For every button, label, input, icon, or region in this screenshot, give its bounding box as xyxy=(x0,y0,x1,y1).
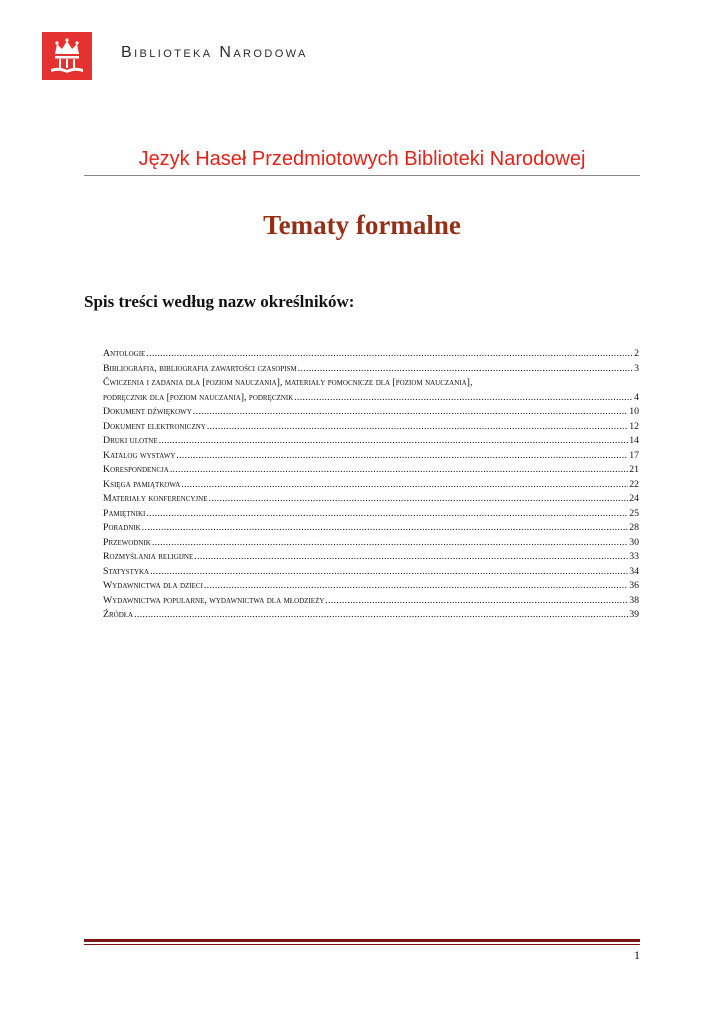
dot-leader xyxy=(181,478,628,493)
dot-leader xyxy=(298,362,633,377)
brand-name: Biblioteka Narodowa xyxy=(121,44,308,61)
toc-entry-label: Antologie xyxy=(103,348,146,359)
dot-leader xyxy=(146,507,628,522)
toc-entry[interactable] xyxy=(103,391,639,406)
toc-entry-page: 24 xyxy=(629,493,639,504)
toc-entry-page: 14 xyxy=(629,435,639,446)
toc-entry-page: 34 xyxy=(629,565,639,577)
toc-entry-label: Wydawnictwa dla dzieci xyxy=(103,580,203,591)
page-title: Tematy formalne xyxy=(263,210,461,240)
toc-entry[interactable] xyxy=(103,594,639,609)
toc-entry[interactable] xyxy=(103,434,639,449)
toc-entry-label: Dokument dźwiękowy xyxy=(103,406,192,417)
dot-leader xyxy=(209,492,629,507)
toc-entry-label: Pamiętniki xyxy=(103,507,146,519)
toc-entry-page: 12 xyxy=(629,420,639,432)
toc-entry-page: 21 xyxy=(629,464,639,475)
footer-divider xyxy=(84,944,640,945)
table-of-contents xyxy=(103,347,639,623)
dot-leader xyxy=(142,521,628,536)
toc-entry-page: 38 xyxy=(629,594,639,606)
toc-entry-page: 30 xyxy=(629,536,639,548)
dot-leader xyxy=(146,347,633,362)
toc-entry-page: 3 xyxy=(634,362,639,374)
toc-entry-page: 17 xyxy=(629,449,639,461)
toc-entry[interactable] xyxy=(103,565,639,580)
toc-entry[interactable] xyxy=(103,463,639,478)
toc-entry-label: Materiały konferencyjne xyxy=(103,493,208,504)
toc-entry-label: Rozmyślania religijne xyxy=(103,551,194,562)
toc-entry-page: 28 xyxy=(629,522,639,533)
dot-leader xyxy=(152,536,628,551)
page-number: 1 xyxy=(634,948,640,962)
toc-entry-label: Źródła xyxy=(103,609,134,620)
toc-entry-label: Dokument elektroniczny xyxy=(103,420,206,432)
toc-entry[interactable] xyxy=(103,420,639,435)
dot-leader xyxy=(325,594,628,609)
toc-entry-label: Księga pamiątkowa xyxy=(103,478,181,490)
divider xyxy=(84,175,640,176)
dot-leader xyxy=(150,565,628,580)
toc-entry-label[interactable]: Ćwiczenia i zadania dla [poziom nauczania], materiały pomocnicze dla [poziom nauczania], xyxy=(103,377,473,388)
dot-leader xyxy=(170,463,628,478)
toc-entry-page: 25 xyxy=(629,507,639,519)
toc-entry-continuation: podręcznik dla [poziom nauczania], podręcznik xyxy=(103,391,294,403)
toc-entry-label: Poradnik xyxy=(103,522,141,533)
toc-entry[interactable] xyxy=(103,536,639,551)
toc-entry-label: Statystyka xyxy=(103,565,150,577)
toc-entry[interactable] xyxy=(103,347,639,362)
toc-entry-label: Wydawnictwa popularne, wydawnictwa dla młodzieży xyxy=(103,594,325,606)
toc-entry-label: Bibliografia, bibliografia zawartości czasopism xyxy=(103,362,297,374)
dot-leader xyxy=(204,579,628,594)
toc-entry[interactable] xyxy=(103,579,639,594)
dot-leader xyxy=(134,608,628,623)
toc-entry-page: 2 xyxy=(634,348,639,359)
toc-entry[interactable] xyxy=(103,608,639,623)
toc-entry-page: 33 xyxy=(629,551,639,562)
toc-entry[interactable] xyxy=(103,492,639,507)
toc-entry-label: Przewodnik xyxy=(103,536,151,548)
dot-leader xyxy=(159,434,629,449)
toc-entry-page: 10 xyxy=(629,406,639,417)
toc-entry-page: 22 xyxy=(629,478,639,490)
toc-entry-label: Druki ulotne xyxy=(103,435,158,446)
dot-leader xyxy=(193,405,628,420)
dot-leader xyxy=(207,420,628,435)
toc-entry[interactable] xyxy=(103,362,639,377)
toc-entry-page: 36 xyxy=(629,580,639,591)
dot-leader xyxy=(194,550,628,565)
toc-entry-page: 39 xyxy=(629,609,639,620)
dot-leader xyxy=(294,391,633,406)
library-logo xyxy=(42,32,92,80)
toc-entry[interactable] xyxy=(103,507,639,522)
toc-entry[interactable] xyxy=(103,405,639,420)
toc-entry-page: 4 xyxy=(634,391,639,403)
subject-heading: Język Haseł Przedmiotowych Biblioteki Narodowej xyxy=(138,148,586,170)
toc-entry[interactable] xyxy=(103,521,639,536)
crown-book-icon xyxy=(42,32,92,80)
toc-entry[interactable] xyxy=(103,478,639,493)
toc-heading: Spis treści według nazw określników: xyxy=(84,292,355,311)
toc-entry[interactable] xyxy=(103,550,639,565)
footer-divider xyxy=(84,939,640,942)
toc-entry[interactable] xyxy=(103,449,639,464)
dot-leader xyxy=(176,449,628,464)
toc-entry-label: Katalog wystawy xyxy=(103,449,176,461)
toc-entry-label: Korespondencja xyxy=(103,464,169,475)
